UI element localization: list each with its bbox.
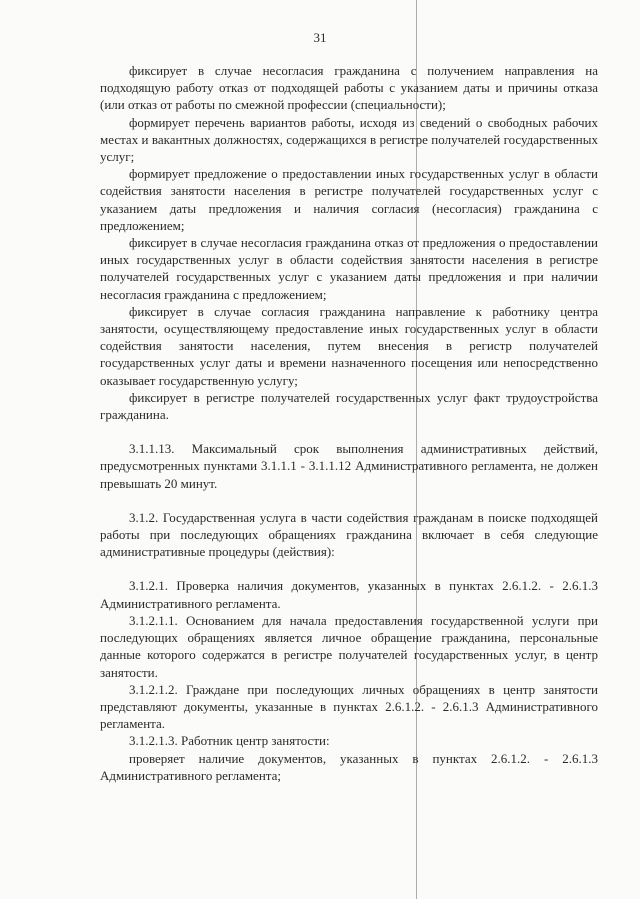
- paragraph: фиксирует в случае согласия гражданина направление к работнику центра занятости, осуществляющему предоставление иных государственных услуг в области содействия занятости населения, путем внесения в регистр получателей государственных услуг даты и времени назначенного посещения или непосредственно оказывает государственную услугу;: [100, 303, 598, 388]
- document-body: [100, 62, 598, 784]
- page-number: 31: [313, 30, 327, 45]
- paragraph: проверяет наличие документов, указанных в пунктах 2.6.1.2. - 2.6.1.3 Административного регламента;: [100, 750, 598, 783]
- paragraph: 3.1.2.1.1. Основанием для начала предоставления государственной услуги при последующих обращениях является личное обращение гражданина, персональные данные которого содержатся в регистре получателей государственных услуг, в центр занятости.: [100, 612, 598, 680]
- paragraph: формирует перечень вариантов работы, исходя из сведений о свободных рабочих местах и вакантных должностях, содержащихся в регистре получателей государственных услуг;: [100, 114, 598, 165]
- paragraph: 3.1.2. Государственная услуга в части содействия гражданам в поиске подходящей работы при последующих обращениях гражданина включает в себя следующие административные процедуры (действия):: [100, 509, 598, 560]
- paragraph: 3.1.1.13. Максимальный срок выполнения административных действий, предусмотренных пунктами 3.1.1.1 - 3.1.1.12 Административного регламента, не должен превышать 20 минут.: [100, 441, 598, 491]
- paragraph: 3.1.2.1.2. Граждане при последующих личных обращениях в центр занятости представляют документы, указанные в пунктах 2.6.1.2. - 2.6.1.3 Административного регламента.: [100, 681, 598, 732]
- paragraph: 3.1.2.1. Проверка наличия документов, указанных в пунктах 2.6.1.2. - 2.6.1.3 Административного регламента.: [100, 578, 598, 611]
- paragraph: фиксирует в случае несогласия гражданина с получением направления на подходящую работу отказ от подходящей работы с указанием даты и причины отказа (или отказ от работы по смежной профессии (специальности);: [100, 63, 598, 113]
- paragraph: фиксирует в случае несогласия гражданина отказ от предложения о предоставлении иных государственных услуг в области содействия занятости населения в регистре получателей государственных услуг с указанием даты предложения и при наличии несогласия гражданина с предложением;: [100, 235, 598, 302]
- paragraph: 3.1.2.1.3. Работник центр занятости:: [129, 733, 330, 749]
- paragraph: фиксирует в регистре получателей государственных услуг факт трудоустройства гражданина.: [100, 389, 598, 423]
- paragraph: формирует предложение о предоставлении иных государственных услуг в области содействия занятости населения в регистре получателей государственных услуг с указанием даты предложения и наличия согласия (несогласия) гражданина с предложением;: [100, 166, 598, 233]
